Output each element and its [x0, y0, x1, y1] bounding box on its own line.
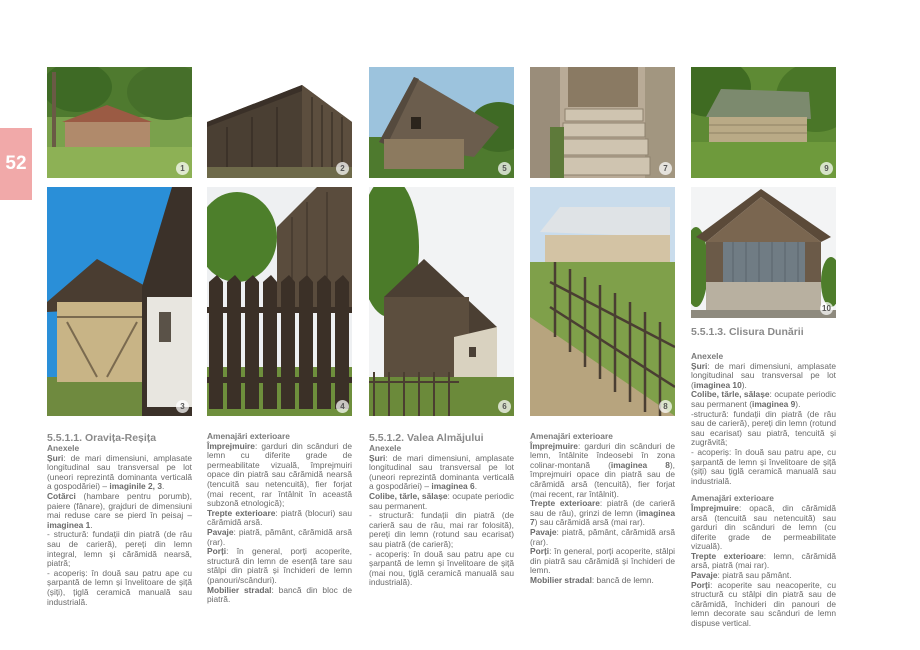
text-column-almaj: [369, 432, 514, 588]
subsection-title: Anexele: [691, 351, 724, 361]
section-heading: 5.5.1.1. Oravița-Reșița: [47, 432, 157, 444]
photo-badge: 2: [336, 162, 349, 175]
photo-badge: 6: [498, 400, 511, 413]
paragraph: Pavaje: piatră sau pământ.: [691, 570, 792, 581]
subsection-title: Amenajări exterioare: [691, 493, 774, 504]
paragraph: -structură: fundații din piatră (de râu sau de carieră), pereți din lemn (rotund sau ecarisat) sau piatră, tencuită și zugrăvită;: [691, 408, 836, 448]
photo-7: [530, 67, 675, 178]
photo-8: [530, 187, 675, 416]
paragraph: Împrejmuire: opacă, din cărămidă arsă (tencuită sau netencuită) sau garduri din scânduri de lemn (cu diferite grade de permeabilitate vizuală).: [691, 502, 836, 552]
paragraph: Împrejmuire: garduri din scânduri de lemn, întâlnite îndeosebi în zona colinar-montană (imaginea 8), împrejmuiri opace din piatră sau de cărămidă arsă (tencuită), fier forjat (mai recent, rar întâlnit).: [530, 440, 675, 499]
photo-1: [47, 67, 192, 178]
photo-10: [691, 187, 836, 318]
subsection-title: Anexele: [47, 443, 80, 453]
text-column-clisura: [691, 326, 836, 629]
paragraph: - structură: fundații din piatră (de carieră sau de râu, mai rar folosită), pereți din lemn (rotund sau ecarisat) sau piatră (de carieră);: [369, 510, 514, 549]
paragraph: Porți: în general, porți acoperite, stâlpi din piatră sau cărămidă și închideri de lemn.: [530, 546, 675, 576]
photo-badge: 1: [176, 162, 189, 175]
paragraph: - acoperiș: în două sau patru ape, cu șarpantă de lemn și învelitoare de șiță (șiți) sau țiglă ceramică manuală sau industrială.: [691, 446, 836, 486]
photo-badge: 3: [176, 400, 189, 413]
section-heading: 5.5.1.3. Clisura Dunării: [691, 326, 804, 338]
section-heading: 5.5.1.2. Valea Almăjului: [369, 432, 484, 444]
paragraph: - structură: fundații din piatră (de râu sau de carieră), pereți din lemn integral, lemn și cărămidă nearsă, piatră;: [47, 529, 192, 569]
paragraph: Colibe, tărle, sălașe: ocupate periodic sau permanent.: [369, 490, 514, 511]
paragraph: Șuri: de mari dimensiuni, amplasate longitudinal sau transversal pe lot (uneori reprezintă dominanta verticală a gospodăriei) – imaginea 6.: [369, 452, 514, 492]
photo-4: [207, 187, 352, 416]
photo-badge: 8: [659, 400, 672, 413]
paragraph: Trepte exterioare: lemn, cărămidă arsă, piatră (mai rar).: [691, 550, 837, 571]
photo-3: [47, 187, 192, 416]
page-number: 52: [0, 128, 32, 200]
photo-badge: 5: [498, 162, 511, 175]
paragraph: Trepte exterioare: piatră (blocuri) sau cărămidă arsă.: [207, 507, 352, 528]
paragraph: Pavaje: piatră, pământ, cărămidă arsă (rar).: [530, 526, 675, 547]
text-column-amenajari-1: [207, 432, 352, 605]
text-column-amenajari-2: [530, 432, 675, 586]
paragraph: - acoperiș: în două sau patru ape cu șarpantă de lemn și învelitoare de șiță (mai nou, țiglă ceramică manuală sau industrială).: [369, 548, 514, 588]
paragraph: Șuri: de mari dimensiuni, amplasate longitudinal sau transversal pe lot (imaginea 10).: [691, 360, 836, 390]
photo-2: [207, 67, 352, 178]
photo-badge: 10: [820, 302, 833, 315]
photo-6: [369, 187, 514, 416]
paragraph: Șuri: de mari dimensiuni, amplasate longitudinal sau transversal pe lot (uneori reprezintă dominanta verticală a gospodăriei) – imaginile 2, 3.: [47, 452, 192, 492]
paragraph: Împrejmuire: garduri din scânduri de lemn cu diferite grade de permeabilitate vizuală, împrejmuiri opace din piatră sau cărămidă nearsă (tencuită sau netencuită), fier forjat (mai recent, rar întâlnit în această subzonă etnologică);: [207, 440, 352, 509]
subsection-title: Anexele: [369, 443, 402, 453]
photo-badge: 9: [820, 162, 833, 175]
photo-5: [369, 67, 514, 178]
paragraph: Porți: acoperite sau neacoperite, cu structură cu stâlpi din piatră sau de cărămidă, închideri din panouri de lemn decorate sau scânduri de lemn dispuse vertical.: [691, 579, 836, 629]
paragraph: Colibe, tărle, sălașe: ocupate periodic sau permanent (imaginea 9).: [691, 389, 836, 409]
paragraph: Porți: în general, porți acoperite, structură din lemn de esență tare sau stâlpi din piatră și închideri de lemn (panouri/scânduri).: [207, 546, 352, 585]
paragraph: Cotărci (hambare pentru porumb), paiere (fânare), grajduri de dimensiuni mai reduse care se pierd în peisaj – imaginea 1.: [47, 490, 192, 530]
paragraph: Mobilier stradal: bancă din bloc de piatră.: [207, 584, 352, 605]
paragraph: - acoperiș: în două sau patru ape cu șarpantă de lemn și învelitoare de șiță (șiți), țiglă ceramică manuală sau industrială.: [47, 567, 192, 607]
photo-badge: 4: [336, 400, 349, 413]
subsection-title: Amenajări exterioare: [207, 431, 290, 441]
photo-badge: 7: [659, 162, 672, 175]
paragraph: Trepte exterioare: piatră (de carieră sau de râu), grinzi de lemn (imaginea 7) sau cărămidă arsă (mai rar).: [530, 498, 676, 528]
text-column-oravita: [47, 432, 192, 607]
paragraph: Pavaje: piatră, pământ, cărămidă arsă (rar).: [207, 526, 352, 547]
paragraph: Mobilier stradal: bancă de lemn.: [530, 574, 654, 585]
photo-9: [691, 67, 836, 178]
subsection-title: Amenajări exterioare: [530, 431, 613, 441]
